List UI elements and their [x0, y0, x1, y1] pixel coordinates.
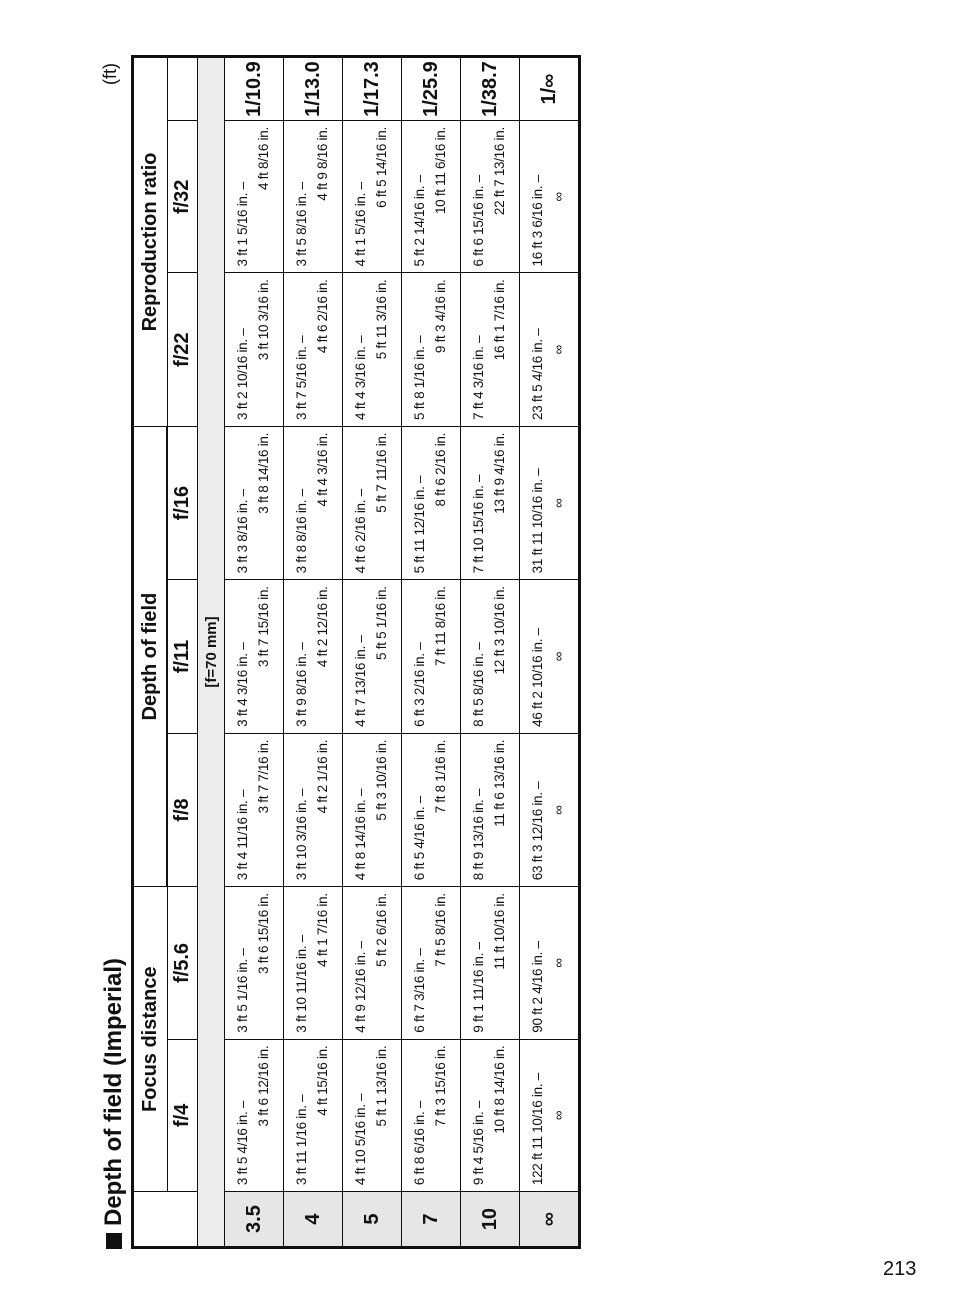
dof-range-cell	[343, 1039, 402, 1191]
far-limit: 7 ft 5 8/16 in.	[433, 893, 448, 967]
header-row-2	[167, 57, 198, 1248]
near-limit: 16 ft 3 6/16 in. –	[530, 175, 546, 267]
dof-range-cell	[461, 273, 520, 426]
near-limit: 6 ft 8 6/16 in. –	[412, 1100, 428, 1186]
dof-range-cell	[520, 1039, 580, 1191]
corner-cell	[133, 1192, 198, 1248]
far-limit: 4 ft 1 7/16 in.	[315, 893, 330, 967]
square-bullet-icon	[106, 1233, 122, 1249]
focus-distance-cell: 3.5	[225, 1192, 284, 1248]
reproduction-ratio-cell: 1/10.9	[225, 57, 284, 121]
dof-range-cell	[343, 733, 402, 886]
dof-range-cell	[402, 121, 461, 273]
dof-range-cell	[284, 1039, 343, 1191]
title-text: Depth of field (Imperial)	[100, 957, 127, 1226]
near-limit: 7 ft 4 3/16 in. –	[471, 335, 487, 420]
focus-distance-cell: 5	[343, 1192, 402, 1248]
far-limit: 5 ft 2 6/16 in.	[374, 893, 389, 967]
dof-range-cell	[284, 580, 343, 733]
near-limit: 4 ft 4 3/16 in. –	[353, 335, 369, 420]
dof-range-cell	[520, 121, 580, 273]
dof-range-cell	[284, 733, 343, 886]
far-limit: 3 ft 8 14/16 in.	[256, 432, 271, 514]
near-limit: 4 ft 1 5/16 in. –	[353, 182, 369, 267]
aperture-header: f/22	[167, 273, 198, 426]
far-limit: 4 ft 2 1/16 in.	[315, 739, 330, 814]
far-limit: 7 ft 8 1/16 in.	[433, 739, 448, 814]
table-row	[520, 57, 580, 1248]
near-limit: 23 ft 5 4/16 in. –	[530, 328, 546, 420]
near-limit: 46 ft 2 10/16 in. –	[530, 628, 546, 727]
near-limit: 4 ft 10 5/16 in. –	[353, 1093, 369, 1186]
reproduction-ratio-cell: 1/17.3	[343, 57, 402, 121]
dof-range-cell	[402, 273, 461, 426]
far-limit: 16 ft 1 7/16 in.	[492, 279, 507, 361]
focus-distance-header: Focus distance	[133, 887, 168, 1192]
dof-range-cell	[225, 121, 284, 273]
near-limit: 90 ft 2 4/16 in. –	[530, 941, 546, 1033]
near-limit: 4 ft 9 12/16 in. –	[353, 941, 369, 1033]
near-limit: 6 ft 7 3/16 in. –	[412, 948, 428, 1033]
far-limit: ∞	[551, 651, 566, 662]
far-limit: 4 ft 8/16 in.	[256, 127, 271, 190]
dof-range-cell	[402, 426, 461, 579]
far-limit: 4 ft 15/16 in.	[315, 1045, 330, 1116]
near-limit: 3 ft 5 4/16 in. –	[235, 1100, 251, 1186]
far-limit: 3 ft 6 12/16 in.	[256, 1045, 271, 1127]
ratio-header-blank	[167, 57, 198, 121]
dof-range-cell	[520, 273, 580, 426]
near-limit: 3 ft 8 8/16 in. –	[294, 489, 310, 574]
far-limit: 5 ft 5 1/16 in.	[374, 586, 389, 660]
near-limit: 4 ft 8 14/16 in. –	[353, 788, 369, 881]
unit-label: (ft)	[100, 63, 120, 85]
reproduction-ratio-cell: 1/38.7	[461, 57, 520, 121]
near-limit: 5 ft 2 14/16 in. –	[412, 175, 428, 267]
far-limit: 5 ft 1 13/16 in.	[374, 1045, 389, 1127]
near-limit: 3 ft 10 11/16 in. –	[294, 935, 310, 1033]
near-limit: 6 ft 5 4/16 in. –	[412, 796, 428, 881]
aperture-header: f/16	[167, 426, 198, 579]
far-limit: 5 ft 7 11/16 in.	[374, 432, 389, 513]
depth-of-field-header: Depth of field	[133, 426, 168, 886]
reproduction-ratio-cell: 1/13.0	[284, 57, 343, 121]
far-limit: ∞	[551, 345, 566, 355]
dof-range-cell	[225, 733, 284, 886]
dof-range-cell	[402, 887, 461, 1039]
dof-range-cell	[461, 1039, 520, 1191]
dof-range-cell	[343, 887, 402, 1039]
aperture-header: f/5.6	[167, 887, 198, 1039]
dof-range-cell	[520, 733, 580, 886]
near-limit: 4 ft 6 2/16 in. –	[353, 489, 369, 574]
dof-range-cell	[343, 426, 402, 579]
dof-range-cell	[225, 273, 284, 426]
dof-range-cell	[461, 733, 520, 886]
near-limit: 7 ft 10 15/16 in. –	[471, 474, 487, 574]
near-limit: 8 ft 5 8/16 in. –	[471, 642, 487, 727]
far-limit: 4 ft 4 3/16 in.	[315, 432, 330, 507]
near-limit: 63 ft 3 12/16 in. –	[530, 781, 546, 881]
near-limit: 3 ft 4 11/16 in. –	[235, 789, 251, 881]
dof-range-cell	[343, 273, 402, 426]
dof-range-cell	[402, 580, 461, 733]
dof-range-cell	[520, 580, 580, 733]
far-limit: ∞	[551, 192, 566, 202]
far-limit: 11 ft 10/16 in.	[492, 893, 507, 970]
near-limit: 9 ft 4 5/16 in. –	[471, 1100, 487, 1186]
far-limit: 10 ft 11 6/16 in.	[433, 127, 448, 215]
near-limit: 31 ft 11 10/16 in. –	[530, 468, 546, 574]
aperture-header: f/8	[167, 733, 198, 886]
aperture-header: f/32	[167, 121, 198, 273]
far-limit: ∞	[551, 1110, 566, 1121]
near-limit: 4 ft 7 13/16 in. –	[353, 635, 369, 727]
far-limit: 10 ft 8 14/16 in.	[492, 1045, 507, 1134]
far-limit: 11 ft 6 13/16 in.	[492, 739, 507, 827]
dof-range-cell	[461, 580, 520, 733]
dof-range-cell	[461, 887, 520, 1039]
near-limit: 9 ft 1 11/16 in. –	[471, 942, 487, 1033]
near-limit: 3 ft 4 3/16 in. –	[235, 642, 251, 727]
table-row	[461, 57, 520, 1248]
far-limit: 7 ft 11 8/16 in.	[433, 586, 448, 667]
near-limit: 3 ft 11 1/16 in. –	[294, 1094, 310, 1186]
dof-range-cell	[402, 733, 461, 886]
far-limit: 22 ft 7 13/16 in.	[492, 127, 507, 216]
table-body	[225, 57, 580, 1248]
near-limit: 5 ft 8 1/16 in. –	[412, 335, 428, 420]
dof-range-cell	[225, 887, 284, 1039]
far-limit: 9 ft 3 4/16 in.	[433, 279, 448, 354]
far-limit: ∞	[551, 805, 566, 815]
near-limit: 5 ft 11 12/16 in. –	[412, 475, 428, 574]
far-limit: 3 ft 7 7/16 in.	[256, 739, 271, 814]
dof-range-cell	[343, 580, 402, 733]
focal-length-row	[198, 57, 225, 1248]
page-number: 213	[883, 1258, 917, 1280]
far-limit: ∞	[551, 958, 566, 968]
near-limit: 3 ft 5 1/16 in. –	[235, 948, 251, 1033]
dof-range-cell	[284, 121, 343, 273]
aperture-header: f/11	[167, 580, 198, 733]
far-limit: 12 ft 3 10/16 in.	[492, 586, 507, 675]
reproduction-ratio-cell: 1/∞	[520, 57, 580, 121]
focus-distance-cell: 4	[284, 1192, 343, 1248]
near-limit: 3 ft 1 5/16 in. –	[235, 182, 251, 267]
near-limit: 3 ft 7 5/16 in. –	[294, 335, 310, 420]
dof-range-cell	[461, 121, 520, 273]
dof-range-cell	[520, 887, 580, 1039]
section-title	[100, 958, 128, 1249]
near-limit: 3 ft 9 8/16 in. –	[294, 642, 310, 727]
near-limit: 3 ft 5 8/16 in. –	[294, 182, 310, 267]
far-limit: 5 ft 11 3/16 in.	[374, 279, 389, 360]
far-limit: 7 ft 3 15/16 in.	[433, 1045, 448, 1127]
far-limit: ∞	[551, 498, 566, 508]
dof-range-cell	[284, 273, 343, 426]
reproduction-ratio-header: Reproduction ratio	[133, 57, 168, 427]
focus-distance-cell: ∞	[520, 1192, 580, 1248]
table-row	[343, 57, 402, 1248]
focal-length-label: [f=70 mm]	[198, 57, 225, 1248]
near-limit: 3 ft 2 10/16 in. –	[235, 328, 251, 420]
far-limit: 3 ft 10 3/16 in.	[256, 279, 271, 361]
far-limit: 4 ft 9 8/16 in.	[315, 127, 330, 201]
aperture-header: f/4	[167, 1039, 198, 1191]
dof-range-cell	[225, 1039, 284, 1191]
depth-of-field-table	[131, 55, 581, 1249]
near-limit: 3 ft 10 3/16 in. –	[294, 788, 310, 881]
dof-range-cell	[402, 1039, 461, 1191]
far-limit: 3 ft 7 15/16 in.	[256, 586, 271, 668]
focus-distance-cell: 10	[461, 1192, 520, 1248]
focus-distance-cell: 7	[402, 1192, 461, 1248]
dof-range-cell	[461, 426, 520, 579]
table-row	[402, 57, 461, 1248]
near-limit: 122 ft 11 10/16 in. –	[530, 1073, 546, 1186]
dof-range-cell	[284, 426, 343, 579]
dof-range-cell	[284, 887, 343, 1039]
header-row-1	[133, 57, 168, 1248]
dof-range-cell	[225, 580, 284, 733]
table-row	[225, 57, 284, 1248]
far-limit: 8 ft 6 2/16 in.	[433, 432, 448, 507]
far-limit: 4 ft 6 2/16 in.	[315, 279, 330, 354]
dof-range-cell	[225, 426, 284, 579]
far-limit: 13 ft 9 4/16 in.	[492, 432, 507, 514]
near-limit: 8 ft 9 13/16 in. –	[471, 788, 487, 881]
dof-range-cell	[343, 121, 402, 273]
reproduction-ratio-cell: 1/25.9	[402, 57, 461, 121]
near-limit: 3 ft 3 8/16 in. –	[235, 489, 251, 574]
near-limit: 6 ft 6 15/16 in. –	[471, 175, 487, 267]
far-limit: 4 ft 2 12/16 in.	[315, 586, 330, 668]
table-row	[284, 57, 343, 1248]
far-limit: 3 ft 6 15/16 in.	[256, 893, 271, 975]
near-limit: 6 ft 3 2/16 in. –	[412, 642, 428, 727]
far-limit: 6 ft 5 14/16 in.	[374, 127, 389, 208]
dof-range-cell	[520, 426, 580, 579]
far-limit: 5 ft 3 10/16 in.	[374, 739, 389, 821]
